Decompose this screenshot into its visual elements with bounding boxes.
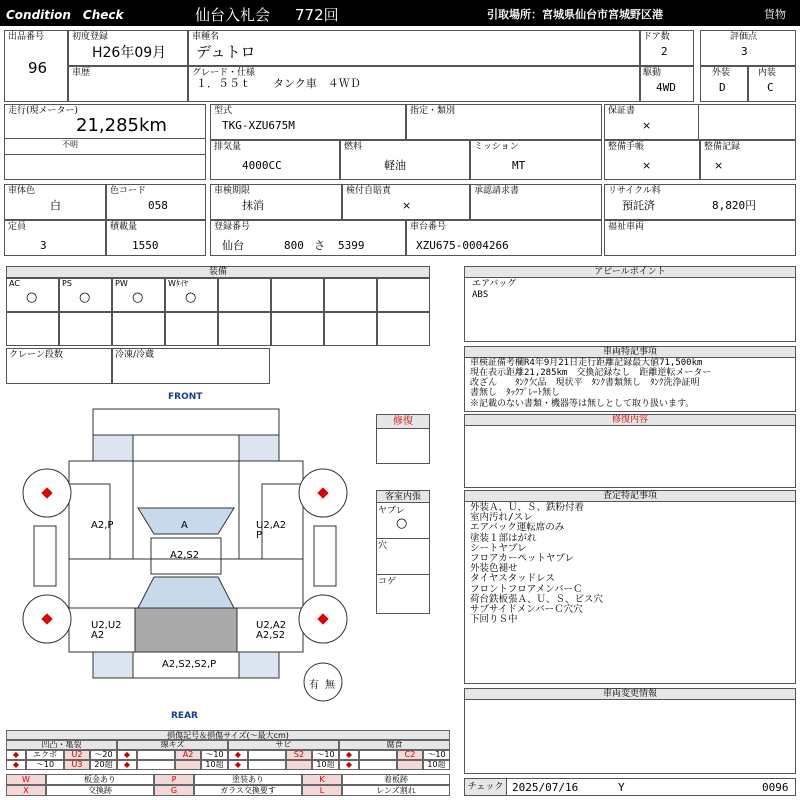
exterior-label: 外装	[712, 68, 731, 78]
legend-symbol: X	[6, 785, 46, 796]
legend-size: 20超	[90, 760, 117, 770]
inspection-note-line: フロアカーペットヤブレ	[470, 553, 575, 564]
legend-code: U2	[64, 750, 90, 760]
check-code: 0096	[762, 781, 789, 794]
warranty-value: ×	[642, 119, 652, 132]
doors-value: 2	[661, 45, 668, 58]
interior-value: C	[767, 81, 774, 94]
legend-code: S2	[286, 750, 312, 760]
legend-symbol-desc: レンズ割れ	[342, 785, 450, 796]
exterior-value: D	[719, 81, 726, 94]
legend-desc	[248, 750, 286, 760]
displacement-label: 排気量	[214, 142, 242, 152]
legend-desc	[137, 760, 175, 770]
reg-number: 5399	[338, 239, 365, 252]
equipment-cell	[377, 312, 430, 346]
sale-number: 772回	[295, 6, 339, 24]
load-label: 積載量	[110, 222, 138, 232]
legend-code: U3	[64, 760, 90, 770]
equipment-item-label: Wﾀｲﾔ	[168, 279, 188, 288]
legend-size: 10超	[423, 760, 450, 770]
mark-right-rear-2: A2,S2	[256, 630, 286, 641]
crane-label: クレーン段数	[9, 350, 63, 360]
mark-right-front-2: P	[256, 530, 263, 541]
special-line-4: 書無し ﾀｯｸﾌﾟﾚｰﾄ無し	[470, 388, 561, 398]
legend-symbol: L	[302, 785, 342, 796]
score-label: 評価点	[730, 32, 758, 42]
equipment-cell	[59, 312, 112, 346]
recycle-fee: 8,820円	[712, 199, 757, 212]
equipment-cell	[271, 312, 324, 346]
reg-class: 800	[284, 239, 304, 252]
approval-label: 承認請求書	[474, 186, 520, 196]
vehicle-category: 貨物	[764, 8, 786, 21]
mark-rear: A2,S2,S2,P	[162, 659, 217, 670]
inspection-note-line: サブサイドメンバーＣ穴穴	[470, 604, 583, 615]
cabin-title: 客室内張	[377, 491, 429, 503]
legend-group-name: 線キズ	[117, 740, 228, 750]
equipment-title: 装備	[7, 267, 429, 278]
inspection-note-line: シートヤブレ	[470, 542, 527, 554]
service-book-label: 整備手帳	[608, 142, 645, 152]
legend-size: 10超	[201, 760, 228, 770]
chassis-label: 車台番号	[410, 222, 447, 232]
equipment-cell	[6, 312, 59, 346]
legend-size: 〜20	[90, 750, 117, 760]
mark-center: A2,S2	[170, 550, 200, 561]
inspection-note-line: エアバック運転席のみ	[470, 522, 565, 534]
front-label: FRONT	[168, 392, 203, 402]
warranty-label: 保証書	[608, 106, 636, 116]
lot-number: 96	[28, 59, 48, 77]
change-info-panel	[464, 688, 796, 774]
equipment-item-value: ○	[132, 290, 144, 305]
first-reg-label: 初度登録	[72, 32, 109, 42]
legend-code	[175, 760, 201, 770]
special-line-3: 改ざん ﾀﾝｸ欠品 現状平 ﾀﾝｸ書類無し ﾀﾝｸ洗浄証明	[470, 378, 700, 388]
drive-value: 4WD	[656, 81, 676, 94]
equipment-item-value: ○	[185, 290, 197, 305]
equipment-item-label: PS	[62, 279, 72, 288]
recycle-status: 預託済	[622, 199, 655, 212]
legend-code	[286, 760, 312, 770]
legend-size: 10超	[312, 760, 339, 770]
body-color-label: 車体色	[8, 186, 36, 196]
equipment-item-label: PW	[115, 279, 128, 288]
equipment-cell	[112, 312, 165, 346]
service-record-label: 整備記録	[704, 142, 741, 152]
legend-title: 損傷記号＆損傷サイズ(〜最大cm)	[6, 730, 450, 740]
mark-roof: A	[181, 520, 188, 531]
cabin-tear-value: ○	[396, 516, 408, 531]
mileage-note: 不明	[62, 140, 78, 149]
inspection-note-line: 塗装１部はがれ	[470, 532, 537, 544]
legend-group-name: 腐食	[339, 740, 450, 750]
equipment-cell	[218, 312, 271, 346]
mark-right-rear-1: U2,A2	[256, 620, 287, 631]
cabin-divider-2	[376, 574, 430, 575]
mark-left-rear-1: U2,U2	[91, 620, 122, 631]
check-mark: Y	[618, 781, 625, 794]
reg-area: 仙台	[222, 239, 244, 252]
legend-size: 〜10	[201, 750, 228, 760]
first-reg-value: H26年09月	[92, 45, 167, 61]
equipment-cell	[218, 278, 271, 312]
legend-diamond: ◆	[228, 750, 248, 760]
legend-group-name: サビ	[228, 740, 339, 750]
legend-diamond: ◆	[6, 750, 26, 760]
equipment-item-value: ○	[79, 290, 91, 305]
reg-kana: さ	[314, 239, 325, 252]
equipment-item-label: AC	[9, 279, 20, 288]
chassis-value: XZU675-0004266	[416, 239, 509, 252]
warranty-split	[698, 104, 699, 140]
name-box	[188, 30, 640, 66]
history-label: 車歴	[72, 68, 91, 78]
legend-symbol-desc: ガラス交換要す	[194, 785, 302, 796]
legend-size: 〜10	[423, 750, 450, 760]
load-value: 1550	[132, 239, 159, 252]
legend-diamond: ◆	[117, 760, 137, 770]
equipment-cell	[324, 312, 377, 346]
service-record-value: ×	[714, 159, 724, 172]
check-label: チェック	[465, 779, 507, 795]
legend-symbol: K	[302, 774, 342, 785]
check-date: 2025/07/16	[512, 781, 579, 794]
mileage-value: 21,285km	[76, 115, 167, 136]
mark-left-front: A2,P	[91, 520, 114, 531]
legend-symbol-desc: 板金あり	[46, 774, 154, 785]
spare-yes: 有	[309, 680, 319, 691]
inspection-note-line: タイヤスタッドレス	[470, 573, 555, 585]
special-footnote: ※記載のない書類・機器等は無しとして取り扱います。	[470, 399, 695, 409]
equipment-cell	[165, 312, 218, 346]
legend-symbol-desc: 塗装あり	[194, 774, 302, 785]
inspection-notes-title: 査定特記事項	[465, 491, 795, 502]
mileage-divider	[4, 138, 206, 139]
freezer-label: 冷凍/冷蔵	[115, 350, 155, 360]
legend-group-name: 凹凸・亀裂	[6, 740, 117, 750]
legend-desc	[248, 760, 286, 770]
change-info-title: 車両変更情報	[465, 689, 795, 700]
legend-diamond: ◆	[6, 760, 26, 770]
legend-symbol: G	[154, 785, 194, 796]
recycle-label: リサイクル料	[608, 186, 661, 196]
legend-code: C2	[397, 750, 423, 760]
legend-diamond: ◆	[339, 750, 359, 760]
inspection-note-line: 外装Ａ、Ｕ、Ｓ、鉄粉付着	[470, 502, 585, 513]
inspection-note-line: 外装色褪せ	[470, 563, 518, 575]
body-color-value: 白	[50, 199, 61, 212]
equipment-cell	[377, 278, 430, 312]
color-code-value: 058	[148, 199, 168, 212]
legend-desc: 〜10	[26, 760, 64, 770]
legend-desc: エクボ	[26, 750, 64, 760]
repair-content-title: 修復内容	[465, 415, 795, 426]
inspection-label: 車検期限	[214, 186, 251, 196]
fuel-label: 燃料	[344, 142, 363, 152]
capacity-label: 定員	[8, 222, 27, 232]
special-title: 車両特記事項	[465, 347, 795, 358]
legend-symbol-desc: 交換跡	[46, 785, 154, 796]
displacement-value: 4000CC	[242, 159, 282, 172]
legend-size: 〜10	[312, 750, 339, 760]
rear-label: REAR	[171, 711, 198, 721]
reg-no-label: 登録番号	[214, 222, 251, 232]
self-check-label: 検付自賠責	[346, 186, 392, 196]
cabin-divider-1	[376, 538, 430, 539]
doors-label: ドア数	[643, 32, 670, 42]
interior-label: 内装	[758, 68, 777, 78]
fuel-value: 軽油	[384, 159, 406, 172]
special-line-1: 車検証備考欄R4年9月21日走行距離記録最大値71,500km	[470, 358, 703, 368]
mileage-divider-2	[4, 154, 206, 155]
special-line-2: 現在表示距離21,285km 交換記録なし 距離逆転メーター	[470, 368, 712, 378]
inspection-note-line: フロントフロアメンバーＣ	[470, 583, 583, 595]
inspection-note-line: 下回りＳ中	[470, 614, 518, 626]
legend-symbol-desc: 着板跡	[342, 774, 450, 785]
repair-title: 修復	[377, 415, 429, 429]
legend-code: A2	[175, 750, 201, 760]
appeal-line-1: エアバッグ	[472, 279, 517, 289]
name-label: 車種名	[192, 32, 220, 42]
inspection-note-line: 室内汚れ/スレ	[470, 512, 533, 524]
mission-label: ミッション	[474, 142, 519, 152]
legend-diamond: ◆	[339, 760, 359, 770]
welfare-label: 福祉車両	[608, 222, 645, 232]
equipment-item-value: ○	[26, 290, 38, 305]
vehicle-name: デュトロ	[196, 43, 256, 61]
appeal-line-2: ABS	[472, 290, 489, 300]
drive-label: 駆動	[643, 68, 662, 78]
inspection-value: 抹消	[242, 199, 264, 212]
mileage-label: 走行(現メーター)	[8, 106, 79, 116]
grade-value: １．５５ｔ タンク車 ４ＷＤ	[196, 77, 361, 90]
legend-desc	[359, 750, 397, 760]
score-value: 3	[741, 45, 748, 58]
legend-code	[397, 760, 423, 770]
lot-label: 出品番号	[8, 32, 45, 42]
legend-symbol: P	[154, 774, 194, 785]
brand-title: Condition Check	[6, 8, 124, 22]
legend-diamond: ◆	[117, 750, 137, 760]
legend-desc	[359, 760, 397, 770]
grade-label: グレード・仕様	[192, 68, 256, 78]
inspection-note-line: 荷台鉄板張Ａ、Ｕ、Ｓ、ビス穴	[470, 593, 604, 605]
capacity-value: 3	[40, 239, 47, 252]
cabin-tear-label: ヤブレ	[378, 506, 405, 516]
pickup-location: 引取場所：宮城県仙台市宮城野区港	[487, 8, 663, 21]
designation-label: 指定・類別	[410, 106, 456, 116]
equipment-cell	[324, 278, 377, 312]
legend-diamond: ◆	[228, 760, 248, 770]
cabin-hole-label: 穴	[378, 541, 388, 551]
legend-symbol: W	[6, 774, 46, 785]
mark-left-rear-2: A2	[91, 630, 105, 641]
auction-name: 仙台入札会	[195, 6, 271, 24]
mission-value: MT	[512, 159, 526, 172]
mark-right-front-1: U2,A2	[256, 520, 287, 531]
equipment-cell	[271, 278, 324, 312]
model-value: TKG-XZU675M	[222, 119, 295, 132]
cabin-burn-label: コゲ	[378, 577, 397, 587]
service-book-value: ×	[642, 159, 652, 172]
legend-desc	[137, 750, 175, 760]
appeal-title: アピールポイント	[465, 267, 795, 278]
self-check-value: ×	[402, 199, 412, 212]
color-code-label: 色コード	[110, 186, 147, 196]
model-label: 型式	[214, 106, 233, 116]
spare-no: 無	[325, 680, 335, 691]
